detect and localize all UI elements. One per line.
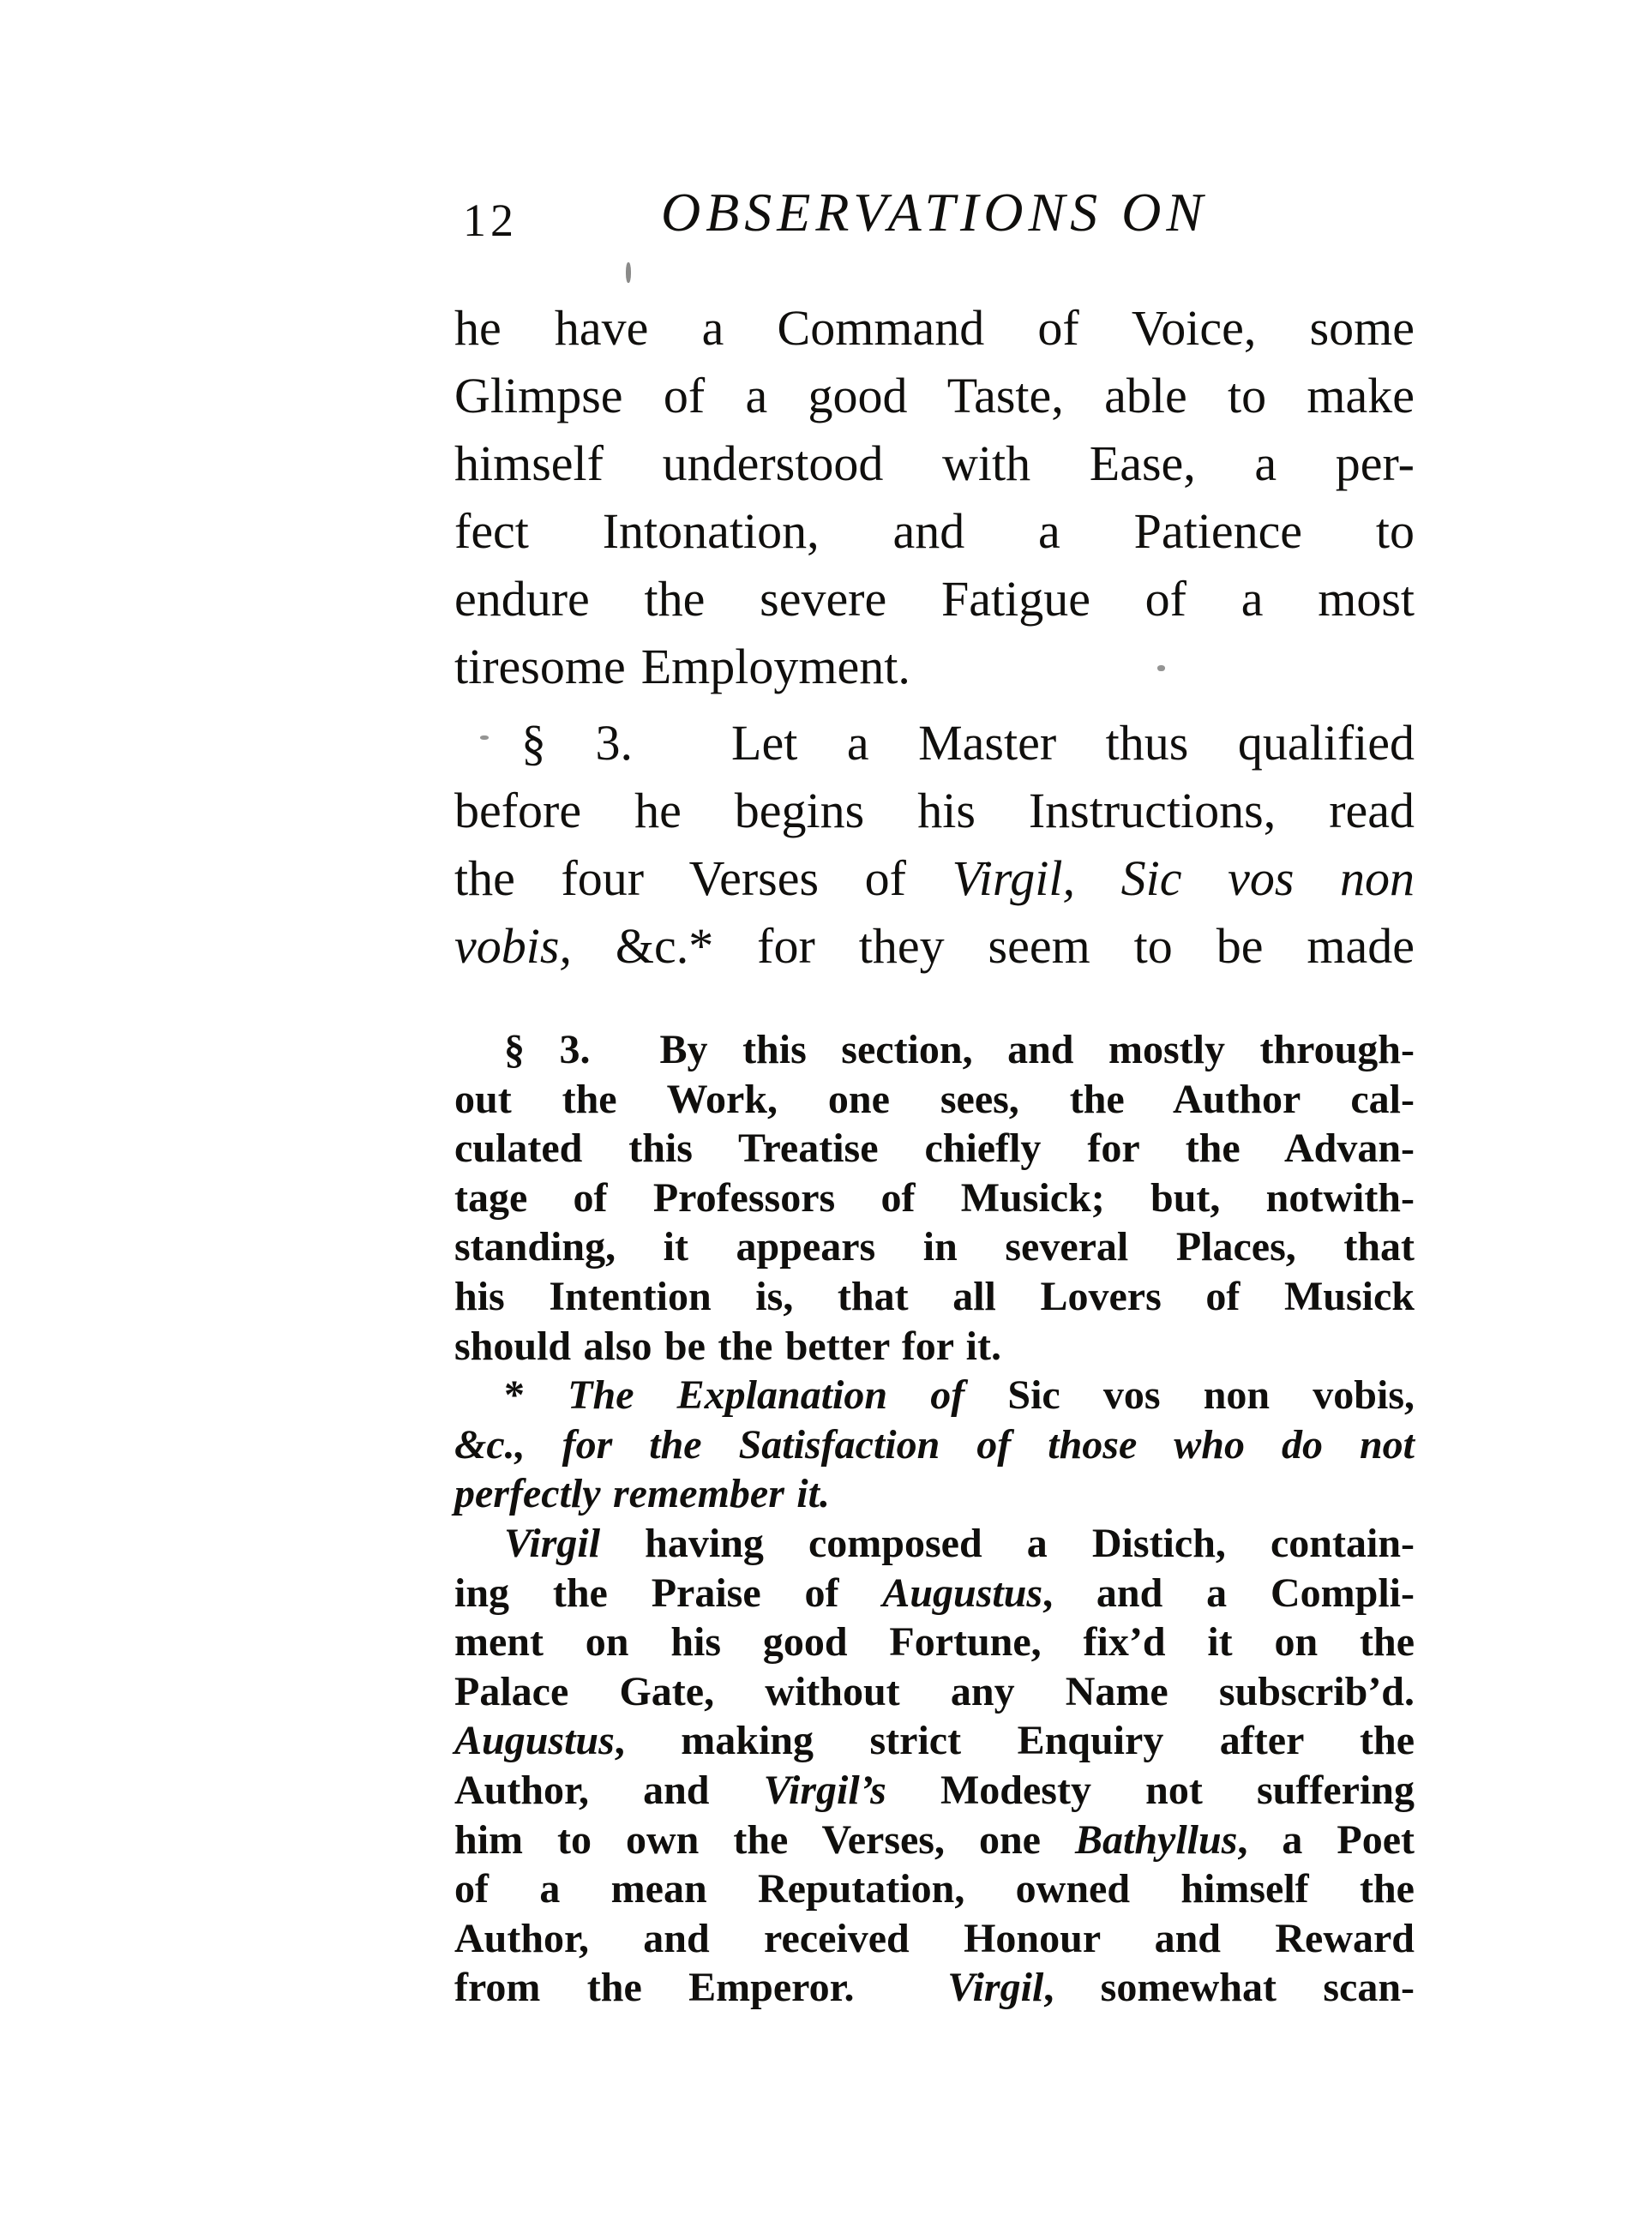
text-segment: having composed a Distich, contain- [600,1520,1415,1566]
text-line [454,777,1415,844]
text-line [454,1371,1415,1420]
text-segment: ment on his good Fortune, fix’d it on the [454,1619,1415,1666]
text-segment: of a mean Reputation, owned himself the [454,1866,1415,1912]
text-line [454,429,1415,497]
text-line [454,1469,1415,1519]
text-line [454,1816,1415,1865]
italic-text-segment: vobis, [454,918,572,974]
text-segment: endure the severe Fatigue of a most [454,571,1415,627]
text-segment: Palace Gate, without any Name subscrib’d. [454,1668,1415,1714]
text-segment: he have a Command of Voice, some [454,300,1415,356]
text-line [454,565,1415,633]
text-segment: from the Emperor. [454,1965,948,2011]
text-segment: § 3. By this section, and mostly through- [504,1027,1415,1072]
italic-text-segment: Virgil, Sic vos non [952,850,1415,906]
text-line [454,1667,1415,1717]
text-segment: Modesty not suffering [886,1767,1415,1813]
paragraph [454,1519,1415,2013]
text-segment: out the Work, one sees, the Author cal- [454,1076,1415,1122]
text-line [454,362,1415,429]
text-segment: culated this Treatise chiefly for the Advan- [454,1126,1415,1172]
page-number: 12 [463,195,518,246]
text-segment: ing the Praise of [454,1570,883,1616]
text-line [454,1963,1415,2013]
running-title: OBSERVATIONS ON [660,182,1209,243]
text-segment: his Intention is, that all Lovers of Musick [454,1273,1415,1319]
text-line [454,1914,1415,1964]
paragraph [454,294,1415,700]
scan-speck-icon [480,735,489,740]
italic-text-segment: &c., for the Satisfaction of those who do not [454,1421,1415,1468]
footnote-section [454,1025,1415,2013]
text-line [454,844,1415,912]
text-segment: tiresome Employment. [454,639,910,694]
text-segment: , a Poet [1237,1816,1415,1863]
text-line [454,912,1415,980]
paragraph [454,709,1415,980]
body-text [454,294,1415,980]
text-line [454,1519,1415,1569]
paragraph [454,1371,1415,1519]
paragraph [454,1025,1415,1371]
text-segment: Sic vos non vobis, [1007,1372,1415,1419]
italic-text-segment: Augustus [454,1718,615,1764]
text-line [454,294,1415,362]
text-segment: him to own the Verses, one [454,1816,1075,1863]
scan-speck-icon [1157,665,1165,671]
text-segment: standing, it appears in several Places, that [454,1224,1415,1270]
text-segment: before he begins his Instructions, read [454,783,1415,838]
text-line [454,1025,1415,1075]
text-segment: Author, and [454,1767,764,1813]
text-segment: Author, and received Honour and Reward [454,1915,1415,1961]
italic-text-segment: Virgil [504,1520,601,1566]
text-line [454,1124,1415,1174]
text-line [454,709,1415,777]
italic-text-segment: perfectly remember it. [454,1471,830,1517]
italic-text-segment: Virgil [947,1965,1044,2011]
italic-text-segment: Bathyllus [1074,1816,1238,1863]
text-line [454,1075,1415,1125]
italic-text-segment: Augustus [882,1570,1043,1616]
text-segment: , making strict Enquiry after the [614,1718,1415,1764]
text-segment: &c.* for they seem to be made [571,918,1415,974]
text-line [454,1618,1415,1667]
text-line [454,1716,1415,1766]
text-line [454,1766,1415,1816]
text-segment: should also be the better for it. [454,1323,1001,1369]
text-line [454,1569,1415,1618]
text-line [454,1222,1415,1272]
italic-text-segment: The Explanation of [568,1372,1008,1419]
text-segment: , somewhat scan- [1043,1965,1415,2011]
text-line [454,1322,1415,1372]
text-line [454,633,1415,700]
text-segment: § 3. Let a Master thus qualified [521,715,1415,771]
text-segment: , and a Compli- [1042,1570,1415,1616]
text-segment: the four Verses of [454,850,952,906]
text-segment: himself understood with Ease, a per- [454,435,1415,491]
text-line [454,1174,1415,1223]
text-segment: * [504,1372,568,1419]
scan-speck-icon [626,262,631,283]
text-segment: tage of Professors of Musick; but, notwith- [454,1174,1415,1221]
italic-text-segment: Virgil’s [763,1767,886,1813]
text-segment: Glimpse of a good Taste, able to make [454,368,1415,423]
text-line [454,1272,1415,1322]
text-line [454,1864,1415,1914]
text-segment: fect Intonation, and a Patience to [454,503,1415,559]
text-line [454,1420,1415,1470]
text-line [454,497,1415,565]
